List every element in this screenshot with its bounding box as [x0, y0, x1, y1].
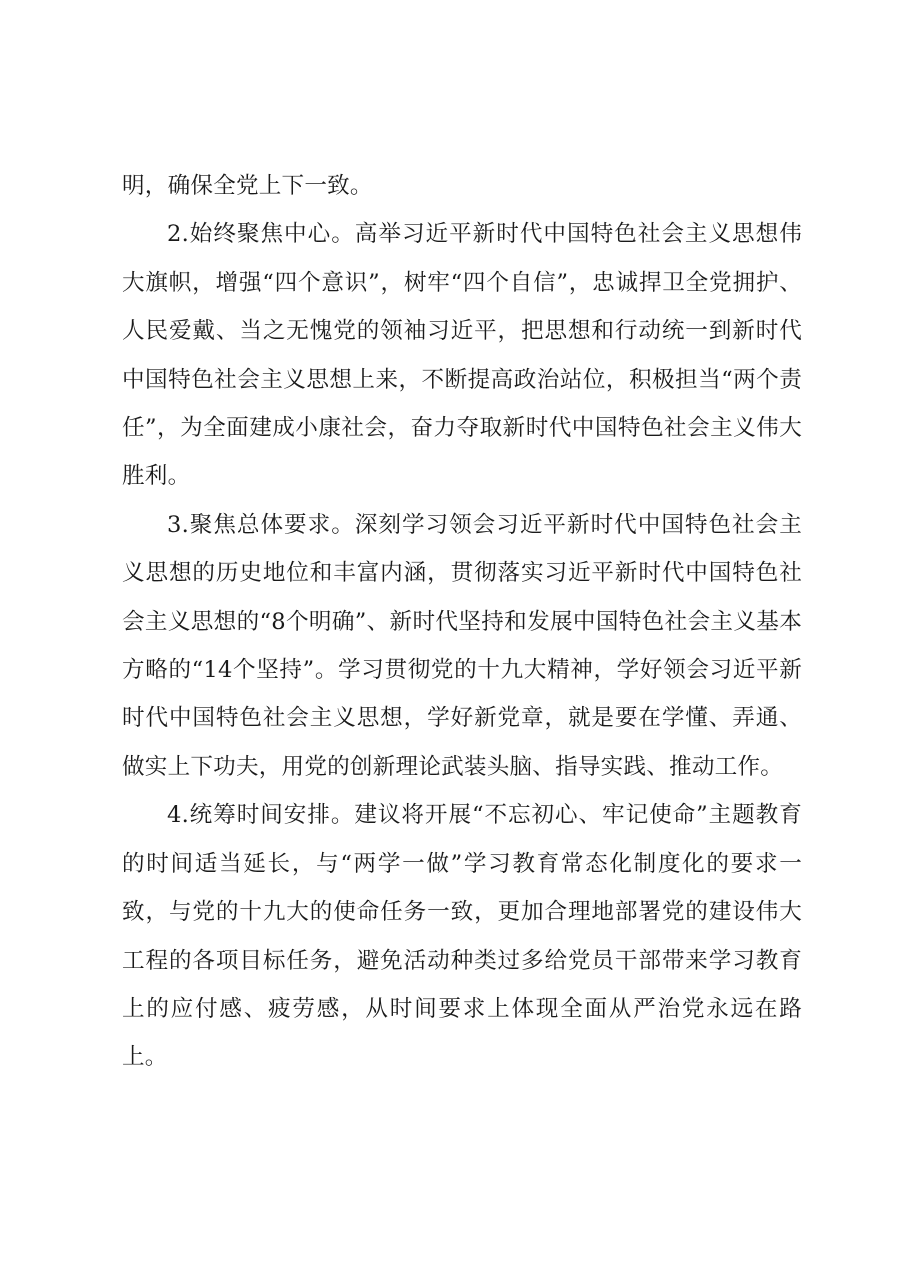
paragraph-continuation: 明，确保全党上下一致。 [122, 173, 373, 199]
document-body [122, 162, 802, 1082]
paragraph-item-3: 3.聚焦总体要求。深刻学习领会习近平新时代中国特色社会主义思想的历史地位和丰富内涵，贯彻落实习近平新时代中国特色社会主义思想的“8个明确”、新时代坚持和发展中国特色社会主义基本方略的“14个坚持”。学习贯彻党的十九大精神，学好领会习近平新时代中国特色社会主义思想，学好新党章，就是要在学懂、弄通、做实上下功夫，用党的创新理论武装头脑、指导实践、推动工作。 [122, 511, 802, 780]
paragraph-item-2: 2.始终聚焦中心。高举习近平新时代中国特色社会主义思想伟大旗帜，增强“四个意识”，树牢“四个自信”，忠诚捍卫全党拥护、人民爱戴、当之无愧党的领袖习近平，把思想和行动统一到新时代中国特色社会主义思想上来，不断提高政治站位，积极担当“两个责任”，为全面建成小康社会，奋力夺取新时代中国特色社会主义伟大胜利。 [122, 221, 802, 490]
paragraph-item-4: 4.统筹时间安排。建议将开展“不忘初心、牢记使命”主题教育的时间适当延长，与“两学一做”学习教育常态化制度化的要求一致，与党的十九大的使命任务一致，更加合理地部署党的建设伟大工程的各项目标任务，避免活动种类过多给党员干部带来学习教育上的应付感、疲劳感，从时间要求上体现全面从严治党永远在路上。 [122, 802, 802, 1071]
